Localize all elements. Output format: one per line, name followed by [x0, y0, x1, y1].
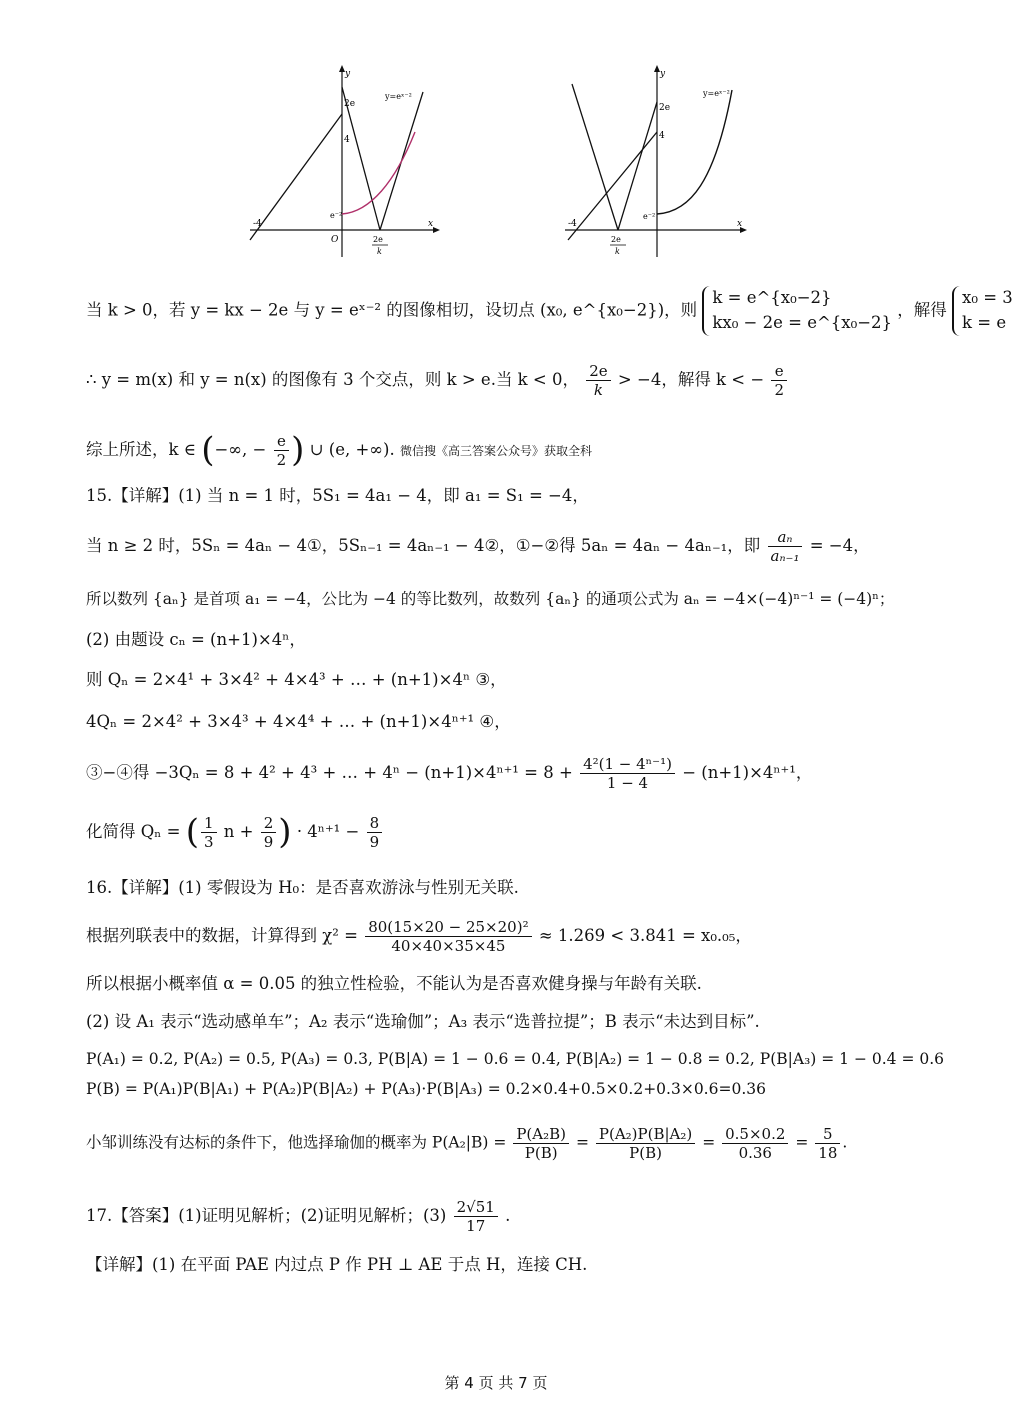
fraction-2e-k: $\frac{2e}{k}$: [586, 362, 610, 399]
system-eq-1: k = e^{x₀−2}: [712, 288, 832, 307]
q16-line-4: (2) 设 A₁ 表示“选动感单车”；A₂ 表示“选瑜伽”；A₃ 表示“选普拉提”；B 表示“未达到目标”.: [86, 1012, 760, 1031]
fraction-an-an1: $\frac{\text{aₙ}}{\text{aₙ₋₁}}$: [768, 528, 803, 565]
text-10a: ③−④得 −3Qₙ = 8 + 4² + 4³ + … + 4ⁿ − (n+1)×4ⁿ⁺¹ = 8 +: [86, 763, 573, 782]
line-tangent-condition: [86, 286, 1013, 336]
label-2e-k-num: 2e: [611, 235, 621, 244]
label-2e: 2e: [344, 99, 356, 109]
curve-label: y=eˣ⁻²: [703, 89, 730, 98]
q15-line-3: 所以数列 {aₙ} 是首项 a₁ = −4，公比为 −4 的等比数列，故数列 {aₙ} 的通项公式为 aₙ = −4×(−4)ⁿ⁻¹ = (−4)ⁿ；: [86, 590, 895, 608]
text-19a: 17.【答案】(1)证明见解析；(2)证明见解析；(3): [86, 1206, 447, 1225]
q15-line-2: [86, 528, 870, 565]
label-o: O: [331, 235, 339, 245]
solution-2: k = e: [962, 312, 1007, 332]
text-1a: 当 k > 0，若 y = kx − 2e 与 y = eˣ⁻² 的图像相切，设切点 (x₀, e^{x₀−2})，则: [86, 300, 698, 320]
q15-line-4: (2) 由题设 cₙ = (n+1)×4ⁿ，: [86, 630, 306, 649]
fraction-numeric: $\frac{0.5\times 0.2}{0.36}$: [722, 1125, 788, 1162]
text-11b: · 4ⁿ⁺¹ −: [296, 821, 360, 841]
label-2e-k-den: k: [377, 247, 382, 256]
fraction-1-3: $\frac{1}{3}$: [201, 814, 217, 851]
fraction-pa2-pba2: $\frac{\text{P(A₂)P(B|A₂)}}{P(B)}$: [596, 1125, 695, 1162]
label-neg4: -4: [253, 219, 262, 229]
fraction-pa2b: $\frac{\text{P(A₂B)}}{P(B)}$: [513, 1125, 569, 1162]
graph-right: [560, 62, 760, 262]
line-summary: 综上所述，k ∈ (−∞, − $\frac{e}{2}$ ) ∪ (e, +∞). 微信搜《高三答案公众号》获取全科: [86, 430, 592, 470]
fraction-5-18: $\frac{5}{18}$: [815, 1125, 840, 1162]
graph-left: [245, 62, 445, 262]
q16-line-1: 16.【详解】(1) 零假设为 H₀：是否喜欢游泳与性别无关联.: [86, 878, 519, 897]
fraction-2-9: $\frac{2}{9}$: [261, 814, 277, 851]
text-18a: 小邹训练没有达标的条件下，他选择瑜伽的概率为 P(A₂|B) =: [86, 1133, 507, 1152]
label-e2: e⁻²: [643, 212, 656, 221]
system-equations: [702, 286, 892, 336]
tangent-line: [250, 114, 342, 240]
label-2e-k-num: 2e: [373, 235, 383, 244]
text-2a: ∴ y = m(x) 和 y = n(x) 的图像有 3 个交点，则 k > e.当 k < 0，: [86, 370, 579, 389]
text-5a: 当 n ≥ 2 时，5Sₙ = 4aₙ − 4①，5Sₙ₋₁ = 4aₙ₋₁ − 4②，①−②得 5aₙ = 4aₙ − 4aₙ₋₁，即: [86, 536, 761, 555]
exp-curve: [342, 132, 415, 214]
fraction-chi-square: $\frac{\text{80(15×20 − 25×20)²}}{40\times 40\times 35\times 45}$: [365, 918, 531, 955]
system-eq-2: kx₀ − 2e = e^{x₀−2}: [712, 312, 893, 332]
line-intersections: [86, 362, 789, 399]
q15-line-1: 15.【详解】(1) 当 n = 1 时，5S₁ = 4a₁ − 4，即 a₁ = S₁ = −4，: [86, 486, 589, 505]
text-2b: > −4，解得 k < −: [617, 370, 765, 389]
label-4: 4: [344, 135, 350, 145]
fraction-e-2: $\frac{e}{2}$: [771, 362, 787, 399]
page-footer: 第 4 页 共 7 页: [444, 1374, 548, 1392]
wechat-note: 微信搜《高三答案公众号》获取全科: [399, 443, 592, 458]
y-label: y: [345, 69, 351, 79]
label-4: 4: [659, 131, 665, 141]
label-e2: e⁻²: [330, 211, 343, 220]
q16-line-3: 所以根据小概率值 α = 0.05 的独立性检验，不能认为是否喜欢健身操与年龄有关联.: [86, 974, 702, 993]
q15-line-8: 化简得 Qₙ = ( $\frac{1}{3}$ n + $\frac{2}{9}$ ) · 4ⁿ⁺¹ − $\frac{8}{9}$: [86, 812, 384, 853]
label-neg4: -4: [568, 219, 577, 229]
text-13b: ≈ 1.269 < 3.841 = x₀.₀₅，: [538, 926, 752, 945]
curve-label: y=eˣ⁻²: [385, 92, 412, 101]
fraction-sqrt51: $\frac{2√51}{17}$: [454, 1198, 498, 1235]
solution-system: [952, 286, 1013, 336]
interval-left: −∞, −: [214, 439, 267, 459]
y-label: y: [660, 69, 666, 79]
q16-line-7: 小邹训练没有达标的条件下，他选择瑜伽的概率为 P(A₂|B) = $\frac{\text{P(A₂B)}}{P(B)}$ = $\frac{\text{P(A₂)P(B|A₂)}}{P(B)}$ = $\frac{0.5\times 0.2}{0.36}$ = $\frac{5}{18}$ .: [86, 1125, 848, 1162]
q15-line-6: 4Qₙ = 2×4² + 3×4³ + 4×4⁴ + … + (n+1)×4ⁿ⁺¹ ④，: [86, 712, 511, 731]
text-11a: 化简得 Qₙ =: [86, 821, 181, 841]
solution-1: x₀ = 3: [962, 288, 1013, 307]
text-3a: 综上所述，k ∈: [86, 439, 196, 459]
text-1b: ，解得: [897, 300, 947, 320]
text-11-mid: n +: [223, 821, 254, 841]
q15-line-7: [86, 755, 812, 792]
fraction-geometric-sum: $\frac{\text{4²(1 − 4ⁿ⁻¹)}}{1 - 4}$: [580, 755, 675, 792]
q17-answer: 17.【答案】(1)证明见解析；(2)证明见解析；(3) $\frac{2√51}{17}$ .: [86, 1198, 511, 1235]
text-3b: ∪ (e, +∞).: [309, 439, 395, 459]
text-13a: 根据列联表中的数据，计算得到 χ² =: [86, 926, 358, 945]
fraction-e-2-b: $\frac{e}{2}$: [274, 432, 290, 469]
q16-line-6: P(B) = P(A₁)P(B|A₁) + P(A₂)P(B|A₂) + P(A₃)·P(B|A₃) = 0.2×0.4+0.5×0.2+0.3×0.6=0.36: [86, 1080, 766, 1098]
fraction-8-9: $\frac{8}{9}$: [367, 814, 383, 851]
q16-line-2: [86, 918, 752, 955]
q15-line-5: 则 Qₙ = 2×4¹ + 3×4² + 4×4³ + … + (n+1)×4ⁿ ③，: [86, 670, 507, 689]
text-5b: = −4，: [809, 536, 870, 555]
q17-detail: 【详解】(1) 在平面 PAE 内过点 P 作 PH ⊥ AE 于点 H，连接 CH.: [86, 1255, 588, 1274]
label-2e: 2e: [659, 103, 671, 113]
x-label: x: [428, 219, 434, 229]
v-line-right: [618, 102, 657, 230]
tangent-line: [568, 132, 657, 240]
text-10b: − (n+1)×4ⁿ⁺¹，: [682, 763, 813, 782]
x-label: x: [737, 219, 743, 229]
label-2e-k-den: k: [615, 247, 620, 256]
q16-line-5: P(A₁) = 0.2, P(A₂) = 0.5, P(A₃) = 0.3, P(B|A) = 1 − 0.6 = 0.4, P(B|A₂) = 1 − 0.8 = 0.2, P(B|A₃) = 1 − 0.4 = 0.6: [86, 1050, 945, 1068]
